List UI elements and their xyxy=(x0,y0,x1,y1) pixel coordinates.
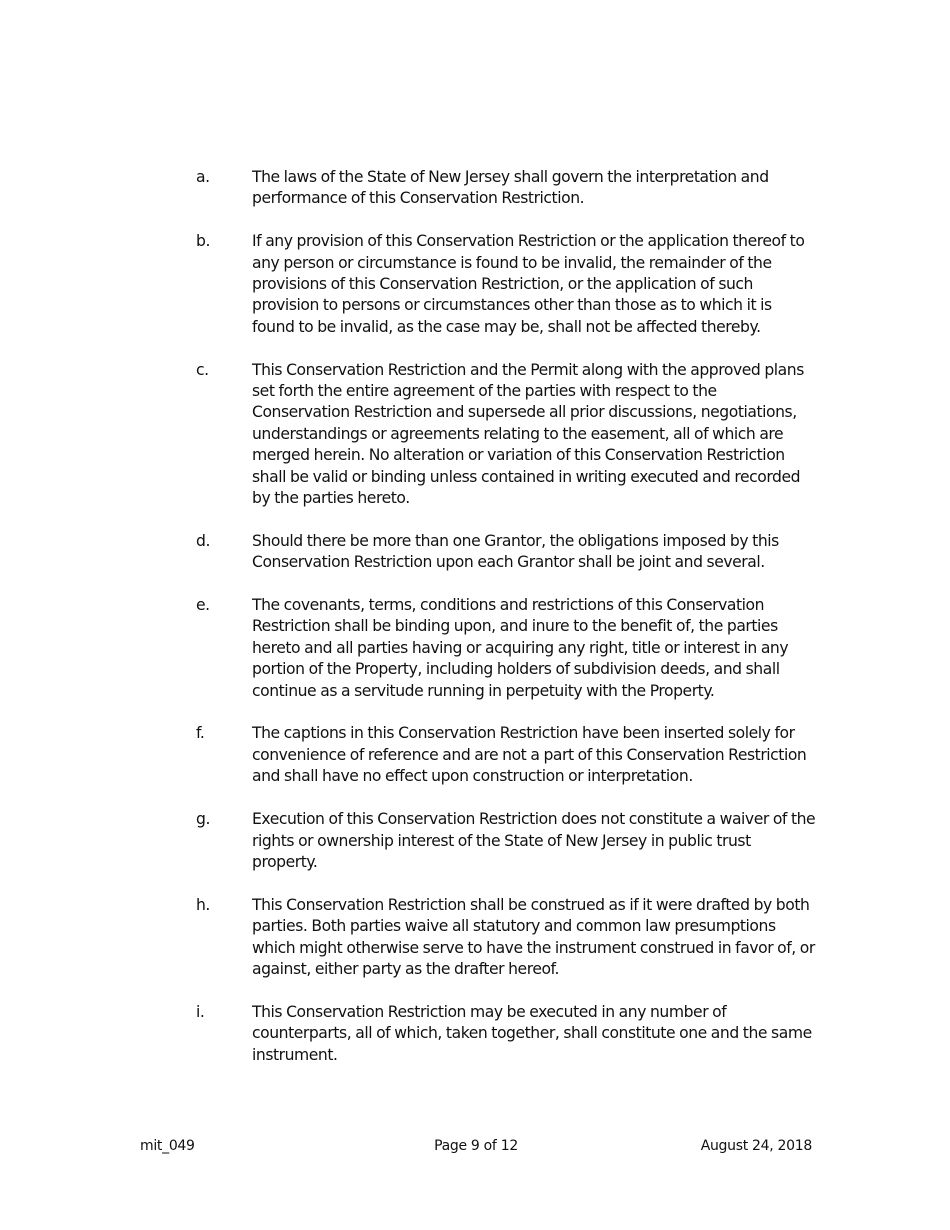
clause-f xyxy=(196,723,816,787)
clause-c xyxy=(196,360,816,510)
clause-marker: b. xyxy=(196,232,210,251)
clause-text: If any provision of this Conservation Restriction or the application thereof to any person or circumstance is found to be invalid, the remainder of the provisions of this Conservation Restriction, or the application of such provision to persons or circumstances other than those as to which it is found to be invalid, as the case may be, shall not be affected thereby. xyxy=(252,232,805,336)
clause-g xyxy=(196,809,816,873)
clause-text: The captions in this Conservation Restriction have been inserted solely for convenience of reference and are not a part of this Conservation Restriction and shall have no effect upon construction or interpretation. xyxy=(252,724,807,786)
clause-marker: f. xyxy=(196,724,205,743)
page-footer xyxy=(140,1138,812,1158)
clause-text: This Conservation Restriction shall be construed as if it were drafted by both parties. Both parties waive all statutory and common law presumptions which might otherwise serve to have the instrument construed in favor of, or against, either party as the drafter hereof. xyxy=(252,895,815,978)
clause-marker: h. xyxy=(196,895,210,914)
clause-e xyxy=(196,595,816,702)
clause-text: This Conservation Restriction and the Permit along with the approved plans set forth the entire agreement of the parties with respect to the Conservation Restriction and supersede all prior discussions, negotiations, understandings or agreements relating to the easement, all of which are merged herein. No alteration or variation of this Conservation Restriction shall be valid or binding unless contained in writing executed and recorded by the parties hereto. xyxy=(252,360,804,508)
clause-a xyxy=(196,167,816,210)
clause-i xyxy=(196,1002,816,1066)
clause-marker: c. xyxy=(196,360,209,379)
clause-marker: d. xyxy=(196,531,210,550)
clause-text: This Conservation Restriction may be executed in any number of counterparts, all of which, taken together, shall constitute one and the same instrument. xyxy=(252,1002,812,1064)
clause-b xyxy=(196,231,816,338)
clause-text: The covenants, terms, conditions and restrictions of this Conservation Restriction shall be binding upon, and inure to the benefit of, the parties hereto and all parties having or acquiring any right, title or interest in any portion of the Property, including holders of subdivision deeds, and shall continue as a servitude running in perpetuity with the Property. xyxy=(252,596,789,700)
clause-text: The laws of the State of New Jersey shall govern the interpretation and performance of this Conservation Restriction. xyxy=(252,168,769,208)
clause-d xyxy=(196,531,816,574)
clause-marker: i. xyxy=(196,1002,205,1021)
clause-marker: e. xyxy=(196,596,210,615)
clause-marker: g. xyxy=(196,810,210,829)
clause-text: Should there be more than one Grantor, the obligations imposed by this Conservation Restriction upon each Grantor shall be joint and several. xyxy=(252,531,779,572)
footer-date: August 24, 2018 xyxy=(700,1138,812,1154)
clause-list xyxy=(196,167,816,1087)
clause-h xyxy=(196,895,816,981)
clause-text: Execution of this Conservation Restriction does not constitute a waiver of the rights or ownership interest of the State of New Jersey in public trust property. xyxy=(252,810,816,871)
clause-marker: a. xyxy=(196,168,210,186)
footer-doc-id: mit_049 xyxy=(140,1138,195,1154)
footer-page-number: Page 9 of 12 xyxy=(434,1138,518,1154)
